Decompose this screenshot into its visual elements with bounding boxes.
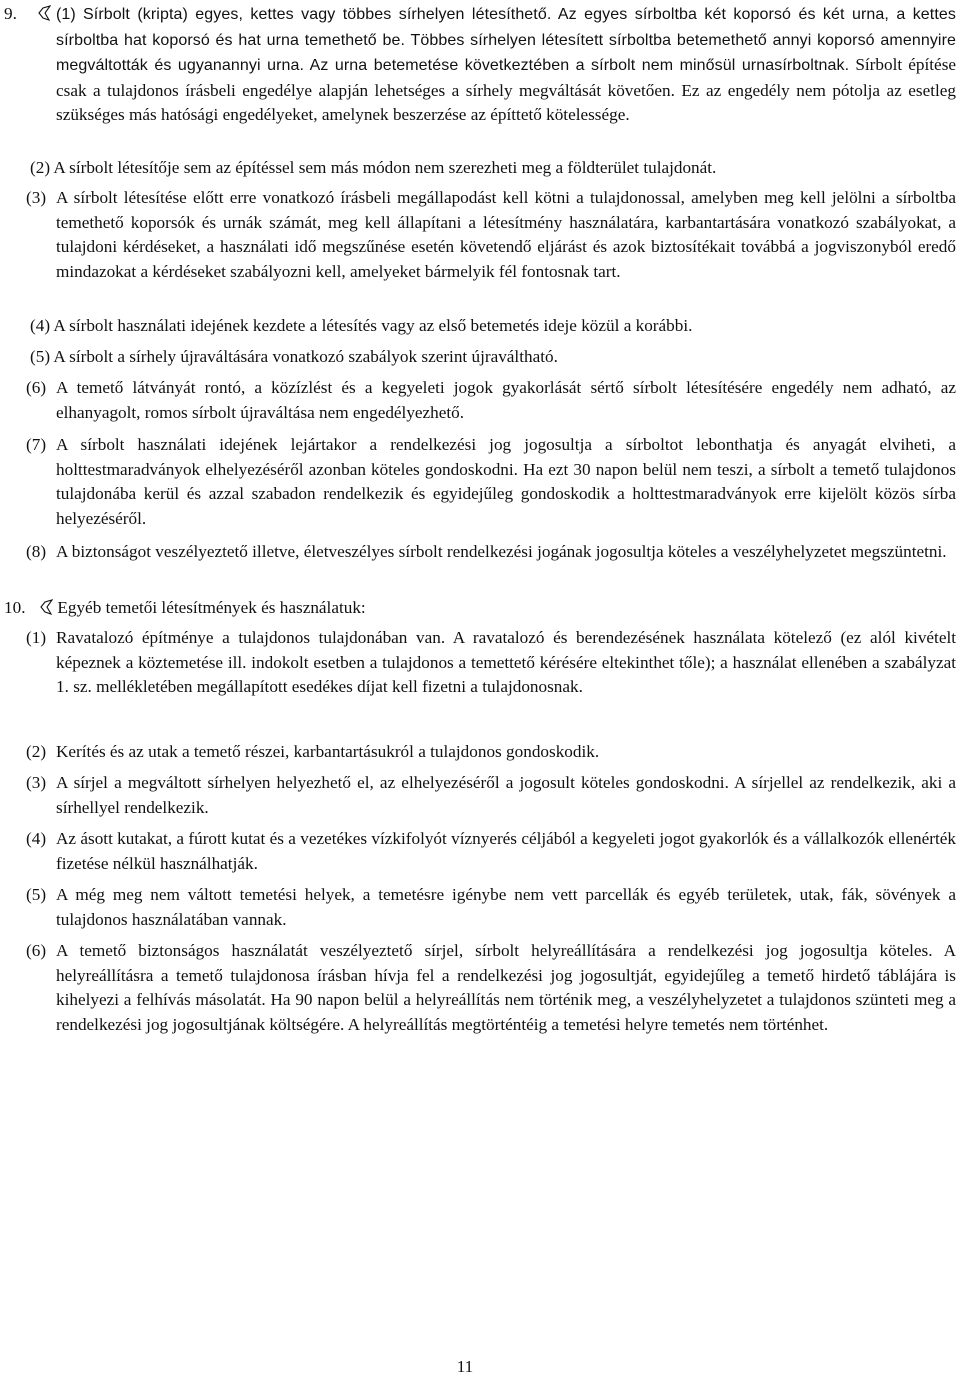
section-10-paragraph-2	[26, 740, 956, 765]
paragraph-text: A sírbolt létesítése előtt erre vonatkozó írásbeli megállapodást kell kötni a tulajdonossal, amelyben meg kell jelölni a sírboltba temethető koporsók és urnák számát, meg kell állapítani a létesítmény használatára, karbantartására vonatkozó szabályokat, a tulajdoni kérdéseket, a használati idő megszűnése esetén követendő eljárást és azok biztosítékait továbbá a jogviszonyból eredő mindazokat a kérdéseket szabályozni kell, amelyeket bármelyik fél fontosnak tart.	[56, 188, 956, 281]
paragraph-text: A temető biztonságos használatát veszélyeztető sírjel, sírbolt helyreállítására a rendelkezési jog jogosultja köteles. A helyreállításra a temető tulajdonosa írásban hívja fel a rendelkezési jog jogosultját, egyidejűleg a temető hirdető táblájára is kihelyezi a felhívás másolatát. Ha 90 napon belül a helyreállítás nem történik meg, a veszélyhelyzetet a tulajdonos szünteti meg a rendelkezési jog jogosultjának költségére. A helyreállítás megtörténtéig a temetési helyre temetés nem történhet.	[56, 941, 956, 1034]
paragraph-text: Az ásott kutakat, a fúrott kutat és a vezetékes vízkifolyót víznyerés céljából a kegyeleti jogot gyakorlók és a vállalkozók ellenérték fizetése nélkül használhatják.	[56, 829, 956, 873]
section-10-paragraph-1	[26, 626, 956, 700]
paragraph-label: (4)	[26, 829, 47, 848]
section-10-paragraph-6	[26, 939, 956, 1037]
paragraph-label: (1)	[26, 628, 47, 647]
section-number: 9.	[4, 4, 17, 23]
section-10-paragraph-4	[26, 827, 956, 876]
checkbox-bullet-icon	[40, 598, 57, 617]
paragraph-label: (1)	[56, 6, 76, 23]
paragraph-label: (3)	[26, 188, 47, 207]
section-title: Egyéb temetői létesítmények és használatuk:	[57, 598, 366, 617]
paragraph-text: Ravatalozó építménye a tulajdonos tulajdonában van. A ravatalozó és berendezésének használata kötelező (ez alól kivételt képeznek a köztemetése ill. indokolt esetben a tulajdonos a temettető kérésére eltekinthet tőle); a használat ellenében a szabályzat 1. sz. mellékletében megállapított esedékes díjat kell fizetni a tulajdonosnak.	[56, 628, 956, 696]
section-9-paragraph-3	[26, 186, 956, 284]
section-9	[4, 2, 956, 128]
paragraph-label: (8)	[26, 542, 47, 561]
checkbox-bullet-icon	[38, 2, 51, 27]
section-number: 10.	[4, 598, 26, 617]
paragraph-label: (6)	[26, 941, 47, 960]
paragraph-label: (5)	[26, 885, 47, 904]
section-9-paragraph-2: (2) A sírbolt létesítője sem az építéssel sem más módon nem szerezheti meg a földterület tulajdonát.	[30, 158, 717, 177]
section-9-paragraph-6	[26, 376, 956, 425]
paragraph-text: A sírjel a megváltott sírhelyen helyezhető el, az elhelyezéséről a jogosult köteles gondoskodni. A sírjellel az rendelkezik, aki a sírhellyel rendelkezik.	[56, 773, 956, 817]
paragraph-text: A biztonságot veszélyeztető illetve, életveszélyes sírbolt rendelkezési jogának jogosultja köteles a veszélyhelyzetet megszüntetni.	[56, 542, 947, 561]
paragraph-text: A sírbolt használati idejének lejártakor a rendelkezési jog jogosultja a sírboltot lebonthatja és anyagát elviheti, a holttestmaradványok elhelyezéséről azonban köteles gondoskodni. Ha ezt 30 napon belül nem teszi, a sírbolt a temető tulajdonos tulajdonába kerül és azzal szabadon rendelkezik és egyidejűleg gondoskodik a holttestmaradványok erre kijelölt közös sírba helyezéséről.	[56, 435, 956, 528]
section-10-paragraph-5	[26, 883, 956, 932]
section-9-paragraph-4: (4) A sírbolt használati idejének kezdete a létesítés vagy az első betemetés ideje közül a korábbi.	[30, 316, 693, 335]
paragraph-text: A még meg nem váltott temetési helyek, a temetésre igénybe nem vett parcellák és egyéb területek, utak, fák, sövények a tulajdonos használatában vannak.	[56, 885, 956, 929]
section-10-heading	[4, 596, 366, 621]
section-9-paragraph-7	[26, 433, 956, 531]
paragraph-label: (6)	[26, 378, 47, 397]
paragraph-label: (7)	[26, 435, 47, 454]
section-10-paragraph-3	[26, 771, 956, 820]
paragraph-label: (2)	[26, 742, 47, 761]
paragraph-text: Kerítés és az utak a temető részei, karbantartásukról a tulajdonos gondoskodik.	[56, 742, 600, 761]
paragraph-label: (3)	[26, 773, 47, 792]
section-9-paragraph-1	[56, 2, 956, 128]
paragraph-text: A temető látványát rontó, a közízlést és a kegyeleti jogok gyakorlását sértő sírbolt létesítésére engedély nem adható, az elhanyagolt, romos sírbolt újraváltása nem engedélyezhető.	[56, 378, 956, 422]
section-9-paragraph-8	[26, 540, 956, 565]
section-9-paragraph-5: (5) A sírbolt a sírhely újraváltására vonatkozó szabályok szerint újraváltható.	[30, 347, 558, 366]
paragraph-text-sans: Sírbolt (kripta) egyes, kettes vagy többes sírhelyen létesíthető. Az egyes sírboltba két koporsó és két urna, a kettes sírboltba hat koporsó és hat urna temethető be. Többes sírhelyen létesített sírboltba betemethető annyi koporsó amennyire megváltották és ugyanannyi urna. Az urna betemetése következtében a sírbolt nem minősül urnasírboltnak.	[56, 6, 956, 74]
page-number: 11	[456, 1357, 474, 1376]
paragraph-text-serif: Sírbolt építése csak a tulajdonos írásbeli engedélye alapján lehetséges a sírhely megváltását követően. Ez az engedély nem pótolja az esetleg szükséges más hatósági engedélyeket, amelynek beszerzése az építtető kötelessége.	[56, 55, 957, 124]
